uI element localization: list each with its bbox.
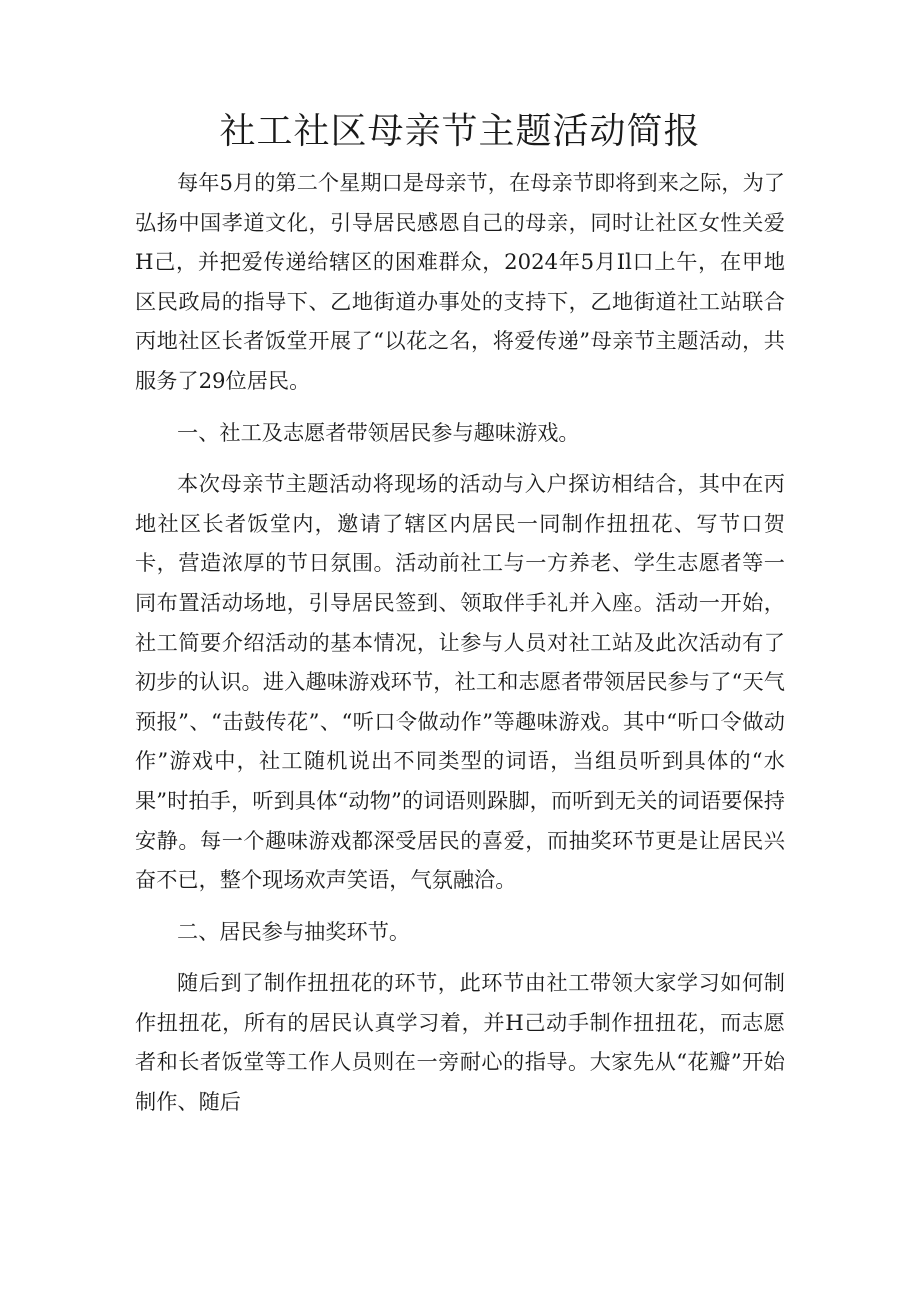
paragraph-games: 本次母亲节主题活动将现场的活动与入户探访相结合，其中在丙地社区长者饭堂内，邀请了辖区内居民一同制作扭扭花、写节口贺卡，营造浓厚的节日氛围。活动前社工与一方养老、学生志愿者等一同布置活动场地，引导居民签到、领取伴手礼并入座。活动一开始，社工简要介绍活动的基本情况，让参与人员对社工站及此次活动有了初步的认识。进入趣味游戏环节，社工和志愿者带领居民参与了“天气预报”、“击鼓传花”、“听口令做动作”等趣味游戏。其中“听口令做动作”游戏中，社工随机说出不同类型的词语，当组员听到具体的“水果”时拍手，听到具体“动物”的词语则跺脚，而听到无关的词语要保持安静。每一个趣味游戏都深受居民的喜爱，而抽奖环节更是让居民兴奋不已，整个现场欢声笑语，气氛融洽。 xyxy=(135,471,785,893)
paragraph-intro: 每年5月的第二个星期口是母亲节，在母亲节即将到来之际，为了弘扬中国孝道文化，引导居民感恩自己的母亲，同时让社区女性关爱H己，并把爱传递给辖区的困难群众，2024年5月Il口上午，在甲地区民政局的指导下、乙地街道办事处的支持下，乙地街道社工站联合丙地社区长者饭堂开展了“以花之名，将爱传递”母亲节主题活动，共服务了29位居民。 xyxy=(135,170,785,393)
paragraph-flower-making: 随后到了制作扭扭花的环节，此环节由社工带领大家学习如何制作扭扭花，所有的居民认真学习着，并H己动手制作扭扭花，而志愿者和长者饭堂等工作人员则在一旁耐心的指导。大家先从“花瓣”开始制作、随后 xyxy=(135,970,785,1115)
document-body xyxy=(135,163,785,1122)
section-heading-1: 一、社工及志愿者带领居民参与趣味游戏。 xyxy=(177,419,580,445)
section-heading-2: 二、居民参与抽奖环节。 xyxy=(177,918,411,944)
document-title: 社工社区母亲节主题活动简报 xyxy=(219,111,701,152)
